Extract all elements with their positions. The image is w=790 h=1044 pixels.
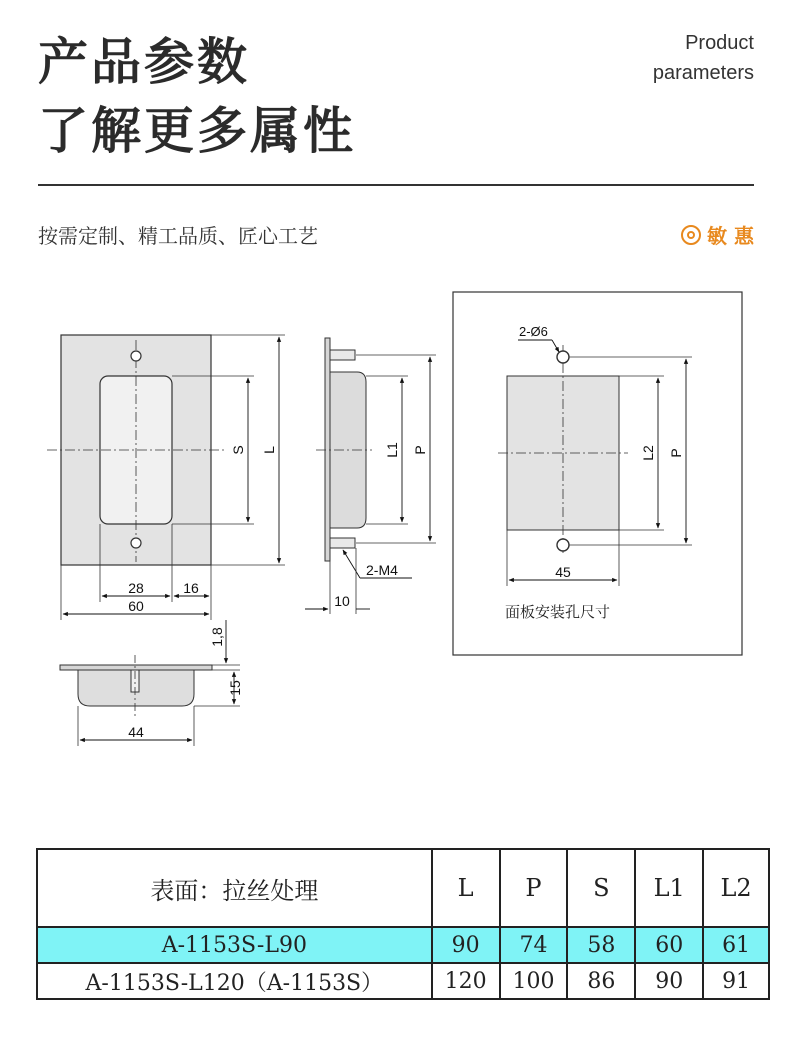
dim-hole: 2-Ø6 — [519, 324, 548, 339]
dim-1-8: 1,8 — [209, 627, 225, 647]
table-header-S: S — [567, 849, 635, 927]
dim-S: S — [230, 445, 246, 455]
spec-table — [36, 848, 770, 1000]
table-cell: 61 — [703, 927, 769, 963]
panel-caption: 面板安装孔尺寸 — [505, 603, 611, 621]
dim-P-panel: P — [668, 448, 684, 458]
dim-P-side: P — [412, 445, 428, 455]
dim-45: 45 — [555, 564, 571, 580]
table-cell: 91 — [703, 963, 769, 999]
dim-44: 44 — [128, 724, 144, 740]
table-cell: 90 — [432, 927, 500, 963]
dim-L: L — [261, 446, 277, 454]
table-header-row — [37, 849, 769, 927]
english-title-line2: parameters — [652, 62, 754, 84]
table-header-L1: L1 — [635, 849, 703, 927]
table-cell: 100 — [500, 963, 568, 999]
table-cell: 74 — [500, 927, 568, 963]
table-row — [37, 963, 769, 999]
table-cell-model: A-1153S-L90 — [37, 927, 432, 963]
dim-L2: L2 — [640, 445, 656, 461]
table-header-L: L — [432, 849, 500, 927]
table-cell: 86 — [567, 963, 635, 999]
table-row — [37, 927, 769, 963]
cutout-hole-bottom — [557, 539, 569, 551]
dim-28: 28 — [128, 580, 144, 596]
english-title-line1: Product — [685, 32, 754, 54]
cutout-hole-top — [557, 351, 569, 363]
brand-name: 敏 惠 — [707, 224, 754, 248]
dim-60: 60 — [128, 598, 144, 614]
dim-L1: L1 — [384, 442, 400, 458]
dim-thread: 2-M4 — [366, 562, 398, 578]
tagline: 按需定制、精工品质、匠心工艺 — [38, 224, 318, 248]
mount-hole-bottom — [131, 538, 141, 548]
front-view — [47, 335, 285, 620]
table-header-label: 表面：拉丝处理 — [37, 849, 432, 927]
bottom-view — [60, 620, 243, 746]
dim-16: 16 — [183, 580, 199, 596]
table-cell: 60 — [635, 927, 703, 963]
table-header-L2: L2 — [703, 849, 769, 927]
dim-10: 10 — [334, 593, 350, 609]
mount-hole-top — [131, 351, 141, 361]
side-view — [305, 338, 436, 614]
table-cell: 120 — [432, 963, 500, 999]
dim-15: 15 — [227, 680, 243, 696]
table-cell-model: A-1153S-L120（A-1153S） — [37, 963, 432, 999]
table-cell: 90 — [635, 963, 703, 999]
page-title-line1: 产品参数 — [38, 33, 250, 91]
table-cell: 58 — [567, 927, 635, 963]
page-title-line2: 了解更多属性 — [38, 102, 356, 160]
panel-cutout-view — [453, 292, 742, 655]
table-header-P: P — [500, 849, 568, 927]
